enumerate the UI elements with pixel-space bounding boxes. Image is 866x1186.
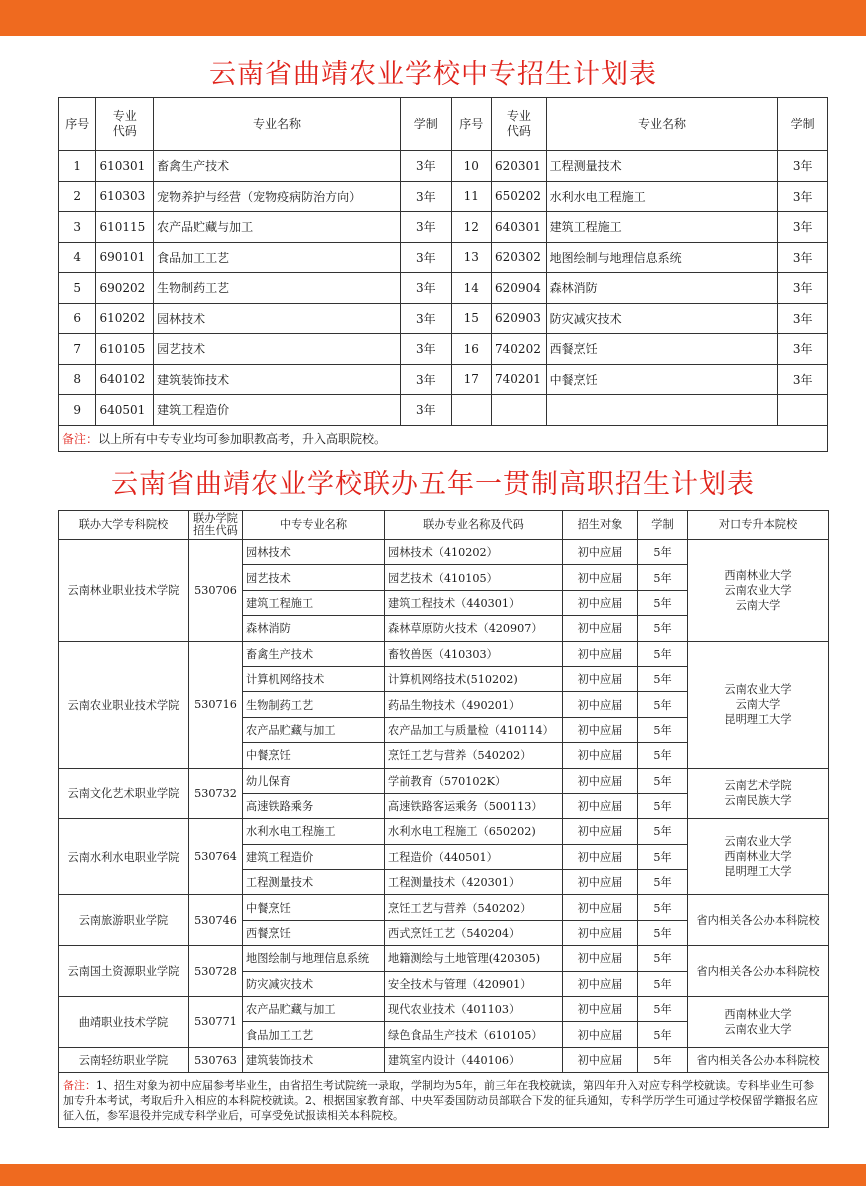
table2-header-cell: 对口专升本院校 (688, 511, 829, 540)
table2-cell: 初中应届 (563, 565, 638, 590)
table-row (59, 641, 829, 666)
table1-cell: 10 (451, 151, 491, 182)
table2-cell: 畜牧兽医（410303） (385, 641, 563, 666)
top-orange-bar (0, 0, 866, 36)
table1-cell (492, 395, 547, 426)
table2-cell: 水利水电工程施工 (243, 819, 385, 844)
table1-header-cell: 学制 (778, 98, 828, 151)
table2-cell: 5年 (638, 540, 688, 565)
table2-cell: 园林技术（410202） (385, 540, 563, 565)
table2-cell: 初中应届 (563, 616, 638, 641)
table2-cell: 5年 (638, 819, 688, 844)
table2-cell: 初中应届 (563, 717, 638, 742)
table2-cell: 初中应届 (563, 590, 638, 615)
college-code-cell: 530732 (189, 768, 243, 819)
table1-cell: 3 (59, 212, 96, 243)
table1-cell: 3年 (778, 364, 828, 395)
table-row (59, 303, 828, 334)
college-code-cell: 530716 (189, 641, 243, 768)
table1-cell: 3年 (778, 212, 828, 243)
table1-cell: 3年 (400, 364, 451, 395)
table2-cell: 建筑装饰技术 (243, 1047, 385, 1072)
table1-cell: 640501 (96, 395, 154, 426)
table1-cell: 3年 (778, 242, 828, 273)
table1-cell: 3年 (400, 181, 451, 212)
table1-cell: 5 (59, 273, 96, 304)
bottom-orange-bar (0, 1164, 866, 1186)
table2-cell: 安全技术与管理（420901） (385, 971, 563, 996)
table1-cell: 建筑装饰技术 (154, 364, 401, 395)
table1-header-cell: 专业名称 (154, 98, 401, 151)
secondary-enrollment-table (58, 97, 828, 452)
table1-cell: 6 (59, 303, 96, 334)
table1-cell: 3年 (400, 212, 451, 243)
table2-cell: 学前教育（570102K） (385, 768, 563, 793)
table2-cell: 中餐烹饪 (243, 895, 385, 920)
table1-cell: 740201 (492, 364, 547, 395)
table1-cell: 12 (451, 212, 491, 243)
table2-cell: 建筑工程施工 (243, 590, 385, 615)
table1-cell: 620903 (492, 303, 547, 334)
upgrade-universities-cell: 省内相关各公办本科院校 (688, 1047, 829, 1072)
table2-header-row (59, 511, 829, 540)
table2-cell: 畜禽生产技术 (243, 641, 385, 666)
table2-header-cell: 中专专业名称 (243, 511, 385, 540)
college-code-cell: 530764 (189, 819, 243, 895)
table1-cell: 11 (451, 181, 491, 212)
table2-cell: 高速铁路客运乘务（500113） (385, 793, 563, 818)
table-row (59, 895, 829, 920)
college-code-cell: 530771 (189, 997, 243, 1048)
college-name-cell: 云南文化艺术职业学院 (59, 768, 189, 819)
table1-cell: 水利水电工程施工 (546, 181, 778, 212)
table1-cell: 620302 (492, 242, 547, 273)
table-row (59, 212, 828, 243)
table-row (59, 334, 828, 365)
upgrade-universities-cell: 西南林业大学 云南农业大学 (688, 997, 829, 1048)
upgrade-universities-cell: 云南农业大学 西南林业大学 昆明理工大学 (688, 819, 829, 895)
table1-cell: 15 (451, 303, 491, 334)
table2-cell: 5年 (638, 565, 688, 590)
upgrade-universities-cell: 省内相关各公办本科院校 (688, 895, 829, 946)
table2-cell: 园艺技术（410105） (385, 565, 563, 590)
table1-cell: 610115 (96, 212, 154, 243)
table2-cell: 初中应届 (563, 819, 638, 844)
table2-cell: 5年 (638, 870, 688, 895)
table1-header-cell: 专业名称 (546, 98, 778, 151)
table1-cell: 森林消防 (546, 273, 778, 304)
table2-cell: 5年 (638, 793, 688, 818)
table2-cell: 5年 (638, 743, 688, 768)
table1-cell: 9 (59, 395, 96, 426)
table2-cell: 5年 (638, 895, 688, 920)
table1-cell: 740202 (492, 334, 547, 365)
table2-cell: 5年 (638, 844, 688, 869)
table1-cell (546, 395, 778, 426)
table1-cell: 690101 (96, 242, 154, 273)
table1-cell: 7 (59, 334, 96, 365)
table-row (59, 540, 829, 565)
table2-cell: 初中应届 (563, 870, 638, 895)
table2-note-label: 备注： (63, 1078, 96, 1092)
table2-cell: 初中应届 (563, 641, 638, 666)
table2-cell: 食品加工工艺 (243, 1022, 385, 1047)
table2-note-text: 1、招生对象为初中应届参考毕业生，由省招生考试院统一录取，学制均为5年，前三年在我校就读，第四年升入对应专科学校就读。专科毕业生可参加专升本考试，考取后升入相应的本科院校就读。2、根据国家教育部、中央军委国防动员部联合下发的征兵通知，专科学历学生可通过学校保留学籍报名应征入伍，参军退役并完成专科学业后，可享受免试报读相关本科院校。 (63, 1078, 818, 1122)
table2-cell: 初中应届 (563, 540, 638, 565)
table2-cell: 初中应届 (563, 844, 638, 869)
table2-cell: 烹饪工艺与营养（540202） (385, 743, 563, 768)
table2-cell: 5年 (638, 641, 688, 666)
table2-cell: 地图绘制与地理信息系统 (243, 946, 385, 971)
table2-cell: 初中应届 (563, 920, 638, 945)
table2-header-cell: 招生对象 (563, 511, 638, 540)
college-name-cell: 云南轻纺职业学院 (59, 1047, 189, 1072)
college-code-cell: 530763 (189, 1047, 243, 1072)
table2-cell: 5年 (638, 1047, 688, 1072)
table2-cell: 初中应届 (563, 768, 638, 793)
table1-cell: 西餐烹饪 (546, 334, 778, 365)
table1-note-label: 备注： (62, 431, 99, 446)
table1-cell: 园林技术 (154, 303, 401, 334)
table2-cell: 生物制药工艺 (243, 692, 385, 717)
table1-title: 云南省曲靖农业学校中专招生计划表 (209, 59, 657, 90)
table1-cell: 3年 (778, 273, 828, 304)
table1-cell: 中餐烹饪 (546, 364, 778, 395)
table2-cell: 地籍测绘与土地管理(420305) (385, 946, 563, 971)
table2-cell: 初中应届 (563, 895, 638, 920)
table-row (59, 181, 828, 212)
table1-cell: 3年 (400, 334, 451, 365)
table1-note-cell (59, 425, 828, 451)
upgrade-universities-cell: 省内相关各公办本科院校 (688, 946, 829, 997)
table2-cell: 5年 (638, 717, 688, 742)
table2-cell: 5年 (638, 946, 688, 971)
table1-cell: 3年 (778, 181, 828, 212)
table2-cell: 计算机网络技术 (243, 666, 385, 691)
table1-cell: 3年 (400, 273, 451, 304)
table2-cell: 初中应届 (563, 743, 638, 768)
table2-cell: 烹饪工艺与营养（540202） (385, 895, 563, 920)
table1-cell: 宠物养护与经营（宠物疫病防治方向） (154, 181, 401, 212)
table2-cell: 高速铁路乘务 (243, 793, 385, 818)
college-name-cell: 云南国土资源职业学院 (59, 946, 189, 997)
table1-cell: 3年 (778, 303, 828, 334)
college-name-cell: 云南旅游职业学院 (59, 895, 189, 946)
table1-cell: 地图绘制与地理信息系统 (546, 242, 778, 273)
table1-cell: 14 (451, 273, 491, 304)
table1-note-text: 以上所有中专专业均可参加职教高考，升入高职院校。 (98, 431, 387, 446)
table1-cell: 8 (59, 364, 96, 395)
table2-cell: 5年 (638, 920, 688, 945)
table2-cell: 中餐烹饪 (243, 743, 385, 768)
table2-cell: 西式烹饪工艺（540204） (385, 920, 563, 945)
table2-cell: 5年 (638, 692, 688, 717)
table1-cell: 生物制药工艺 (154, 273, 401, 304)
table-row (59, 946, 829, 971)
table-row (59, 819, 829, 844)
table2-cell: 建筑室内设计（440106） (385, 1047, 563, 1072)
table1-cell: 园艺技术 (154, 334, 401, 365)
table2-cell: 初中应届 (563, 1022, 638, 1047)
table1-header-row (59, 98, 828, 151)
table1-cell: 640102 (96, 364, 154, 395)
table2-cell: 建筑工程造价 (243, 844, 385, 869)
table2-cell: 防灾减灾技术 (243, 971, 385, 996)
table1-cell: 690202 (96, 273, 154, 304)
five-year-enrollment-table (58, 510, 829, 1128)
table-row (59, 768, 829, 793)
table2-cell: 初中应届 (563, 997, 638, 1022)
table2-cell: 初中应届 (563, 666, 638, 691)
table1-header-cell: 学制 (400, 98, 451, 151)
table2-cell: 农产品贮藏与加工 (243, 717, 385, 742)
table1-header-cell: 专业 代码 (96, 98, 154, 151)
table2-cell: 初中应届 (563, 793, 638, 818)
table1-cell: 16 (451, 334, 491, 365)
table2-cell: 药品生物技术（490201） (385, 692, 563, 717)
table2-cell: 农产品加工与质量检（410114） (385, 717, 563, 742)
table-row (59, 1047, 829, 1072)
table1-cell: 610202 (96, 303, 154, 334)
table1-header-cell: 序号 (59, 98, 96, 151)
table1-cell: 640301 (492, 212, 547, 243)
table2-cell: 工程测量技术 (243, 870, 385, 895)
table2-cell: 5年 (638, 1022, 688, 1047)
table1-cell: 620904 (492, 273, 547, 304)
table1-cell: 3年 (778, 151, 828, 182)
table1-cell: 农产品贮藏与加工 (154, 212, 401, 243)
table2-header-cell: 联办学院 招生代码 (189, 511, 243, 540)
table1-cell: 工程测量技术 (546, 151, 778, 182)
table2-cell: 农产品贮藏与加工 (243, 997, 385, 1022)
table1-cell: 650202 (492, 181, 547, 212)
college-code-cell: 530706 (189, 540, 243, 642)
table2-cell: 森林草原防火技术（420907） (385, 616, 563, 641)
table2-cell: 5年 (638, 616, 688, 641)
table-row (59, 395, 828, 426)
college-name-cell: 曲靖职业技术学院 (59, 997, 189, 1048)
table1-cell: 2 (59, 181, 96, 212)
table2-note-row (59, 1073, 829, 1128)
table2-note-cell (59, 1073, 829, 1128)
table2-title: 云南省曲靖农业学校联办五年一贯制高职招生计划表 (111, 469, 755, 500)
table2-header-cell: 联办大学专科院校 (59, 511, 189, 540)
table1-cell: 17 (451, 364, 491, 395)
table2-cell: 初中应届 (563, 1047, 638, 1072)
table1-cell: 610105 (96, 334, 154, 365)
college-name-cell: 云南水利水电职业学院 (59, 819, 189, 895)
college-code-cell: 530728 (189, 946, 243, 997)
table1-cell (778, 395, 828, 426)
table1-cell: 食品加工工艺 (154, 242, 401, 273)
table1-note-row (59, 425, 828, 451)
college-name-cell: 云南农业职业技术学院 (59, 641, 189, 768)
table1-cell: 畜禽生产技术 (154, 151, 401, 182)
table-row (59, 364, 828, 395)
table1-cell: 13 (451, 242, 491, 273)
table2-header-cell: 联办专业名称及代码 (385, 511, 563, 540)
table2-cell: 水利水电工程施工（650202) (385, 819, 563, 844)
table2-cell: 初中应届 (563, 971, 638, 996)
table-row (59, 242, 828, 273)
table1-cell: 4 (59, 242, 96, 273)
college-name-cell: 云南林业职业技术学院 (59, 540, 189, 642)
college-code-cell: 530746 (189, 895, 243, 946)
table2-cell: 园艺技术 (243, 565, 385, 590)
table1-header-cell: 专业 代码 (492, 98, 547, 151)
table1-cell: 建筑工程造价 (154, 395, 401, 426)
table1-cell: 3年 (400, 303, 451, 334)
table2-cell: 工程造价（440501） (385, 844, 563, 869)
table1-cell: 建筑工程施工 (546, 212, 778, 243)
table-row (59, 273, 828, 304)
upgrade-universities-cell: 西南林业大学 云南农业大学 云南大学 (688, 540, 829, 642)
table2-cell: 幼儿保育 (243, 768, 385, 793)
table1-cell: 620301 (492, 151, 547, 182)
upgrade-universities-cell: 云南艺术学院 云南民族大学 (688, 768, 829, 819)
table2-cell: 5年 (638, 590, 688, 615)
table2-cell: 5年 (638, 768, 688, 793)
table1-cell: 防灾减灾技术 (546, 303, 778, 334)
table2-cell: 初中应届 (563, 692, 638, 717)
table2-cell: 计算机网络技术(510202) (385, 666, 563, 691)
table1-header-cell: 序号 (451, 98, 491, 151)
table2-header-cell: 学制 (638, 511, 688, 540)
table1-cell (451, 395, 491, 426)
upgrade-universities-cell: 云南农业大学 云南大学 昆明理工大学 (688, 641, 829, 768)
table1-cell: 3年 (778, 334, 828, 365)
table-row (59, 151, 828, 182)
table2-cell: 森林消防 (243, 616, 385, 641)
table1-cell: 1 (59, 151, 96, 182)
table1-cell: 3年 (400, 151, 451, 182)
table2-cell: 工程测量技术（420301） (385, 870, 563, 895)
table1-cell: 3年 (400, 242, 451, 273)
table1-cell: 610303 (96, 181, 154, 212)
table2-cell: 绿色食品生产技术（610105） (385, 1022, 563, 1047)
table2-cell: 现代农业技术（401103） (385, 997, 563, 1022)
table1-cell: 3年 (400, 395, 451, 426)
table2-cell: 5年 (638, 997, 688, 1022)
table2-cell: 西餐烹饪 (243, 920, 385, 945)
table-row (59, 997, 829, 1022)
table1-cell: 610301 (96, 151, 154, 182)
table2-cell: 初中应届 (563, 946, 638, 971)
table2-cell: 园林技术 (243, 540, 385, 565)
table2-cell: 5年 (638, 971, 688, 996)
table2-cell: 建筑工程技术（440301） (385, 590, 563, 615)
table2-cell: 5年 (638, 666, 688, 691)
